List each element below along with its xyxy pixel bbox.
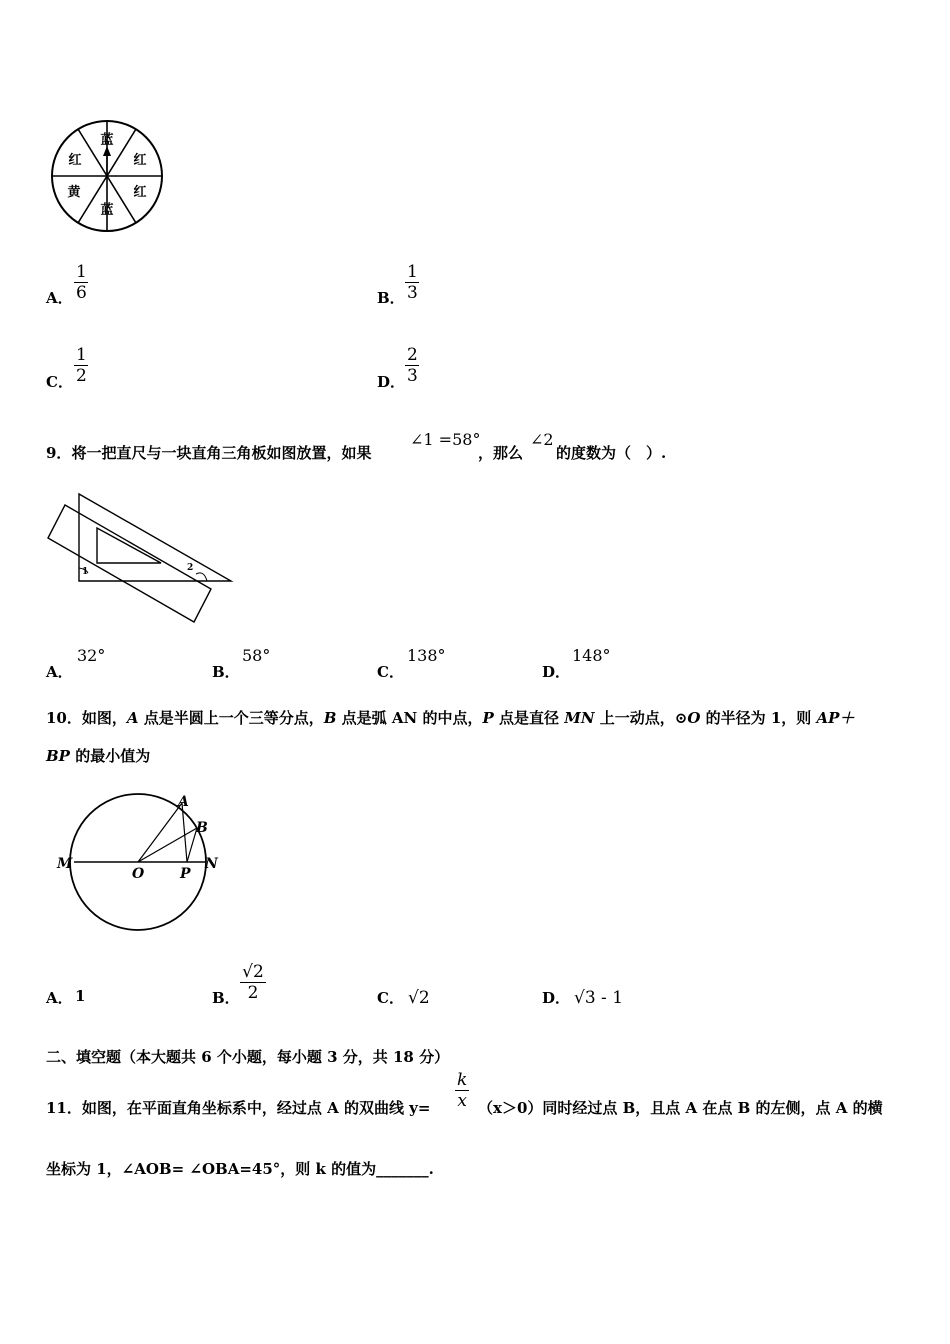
- point-O-label: O: [132, 866, 145, 882]
- q10-stem-line1: 10．如图，A 点是半圆上一个三等分点，B 点是弧 AN 的中点，P 点是直径 MN 上一动点，⊙O 的半径为 1，则 AP＋: [46, 709, 855, 727]
- fraction: 1 6: [76, 262, 87, 303]
- set-square: [79, 494, 231, 581]
- circle-figure: [54, 788, 230, 936]
- q9-stem: 9．将一把直尺与一块直角三角板如图放置，如果: [46, 444, 372, 462]
- fraction: √2 2: [240, 962, 266, 1003]
- q10-stem-line2: BP 的最小值为: [46, 747, 151, 765]
- fraction: 1 3: [407, 262, 418, 303]
- section-heading: 二、填空题（本大题共 6 个小题，每小题 3 分，共 18 分）: [46, 1048, 450, 1066]
- q11-stem-line1-b: （x＞0）同时经过点 B，且点 A 在点 B 的左侧，点 A 的横: [478, 1099, 883, 1117]
- ruler-triangle-figure: [44, 490, 240, 630]
- fraction: 2 3: [407, 345, 418, 386]
- point-P-label: P: [180, 866, 191, 882]
- q9-stem-end: 的度数为（ ）.: [556, 444, 667, 462]
- point-N-label: N: [205, 856, 218, 872]
- angle-2-label: 2: [187, 563, 194, 573]
- spinner-sector-label: 蓝: [100, 133, 114, 148]
- spinner-sector-label: 红: [68, 153, 82, 168]
- q9-angle1: ∠1 =58°: [410, 430, 481, 449]
- spinner-sector-label: 蓝: [100, 203, 114, 218]
- q11-stem-line1-a: 11．如图，在平面直角坐标系中，经过点 A 的双曲线 y=: [46, 1099, 431, 1117]
- spinner-figure: [48, 118, 170, 236]
- spinner-sector-label: 黄: [67, 185, 81, 200]
- spinner-sector-label: 红: [133, 185, 147, 200]
- q9-angle2: ∠2: [530, 430, 554, 449]
- point-B-label: B: [196, 820, 208, 836]
- spinner-sector-label: 红: [133, 153, 147, 168]
- q11-stem-line2: 坐标为 1，∠AOB= ∠OBA=45°，则 k 的值为_______.: [46, 1160, 434, 1178]
- point-M-label: M: [57, 856, 73, 872]
- point-A-label: A: [178, 794, 189, 810]
- q11-fraction: k x: [457, 1070, 468, 1111]
- fraction: 1 2: [76, 345, 87, 386]
- angle-1-label: 1: [82, 567, 89, 577]
- q9-stem-mid: ，那么: [478, 444, 524, 462]
